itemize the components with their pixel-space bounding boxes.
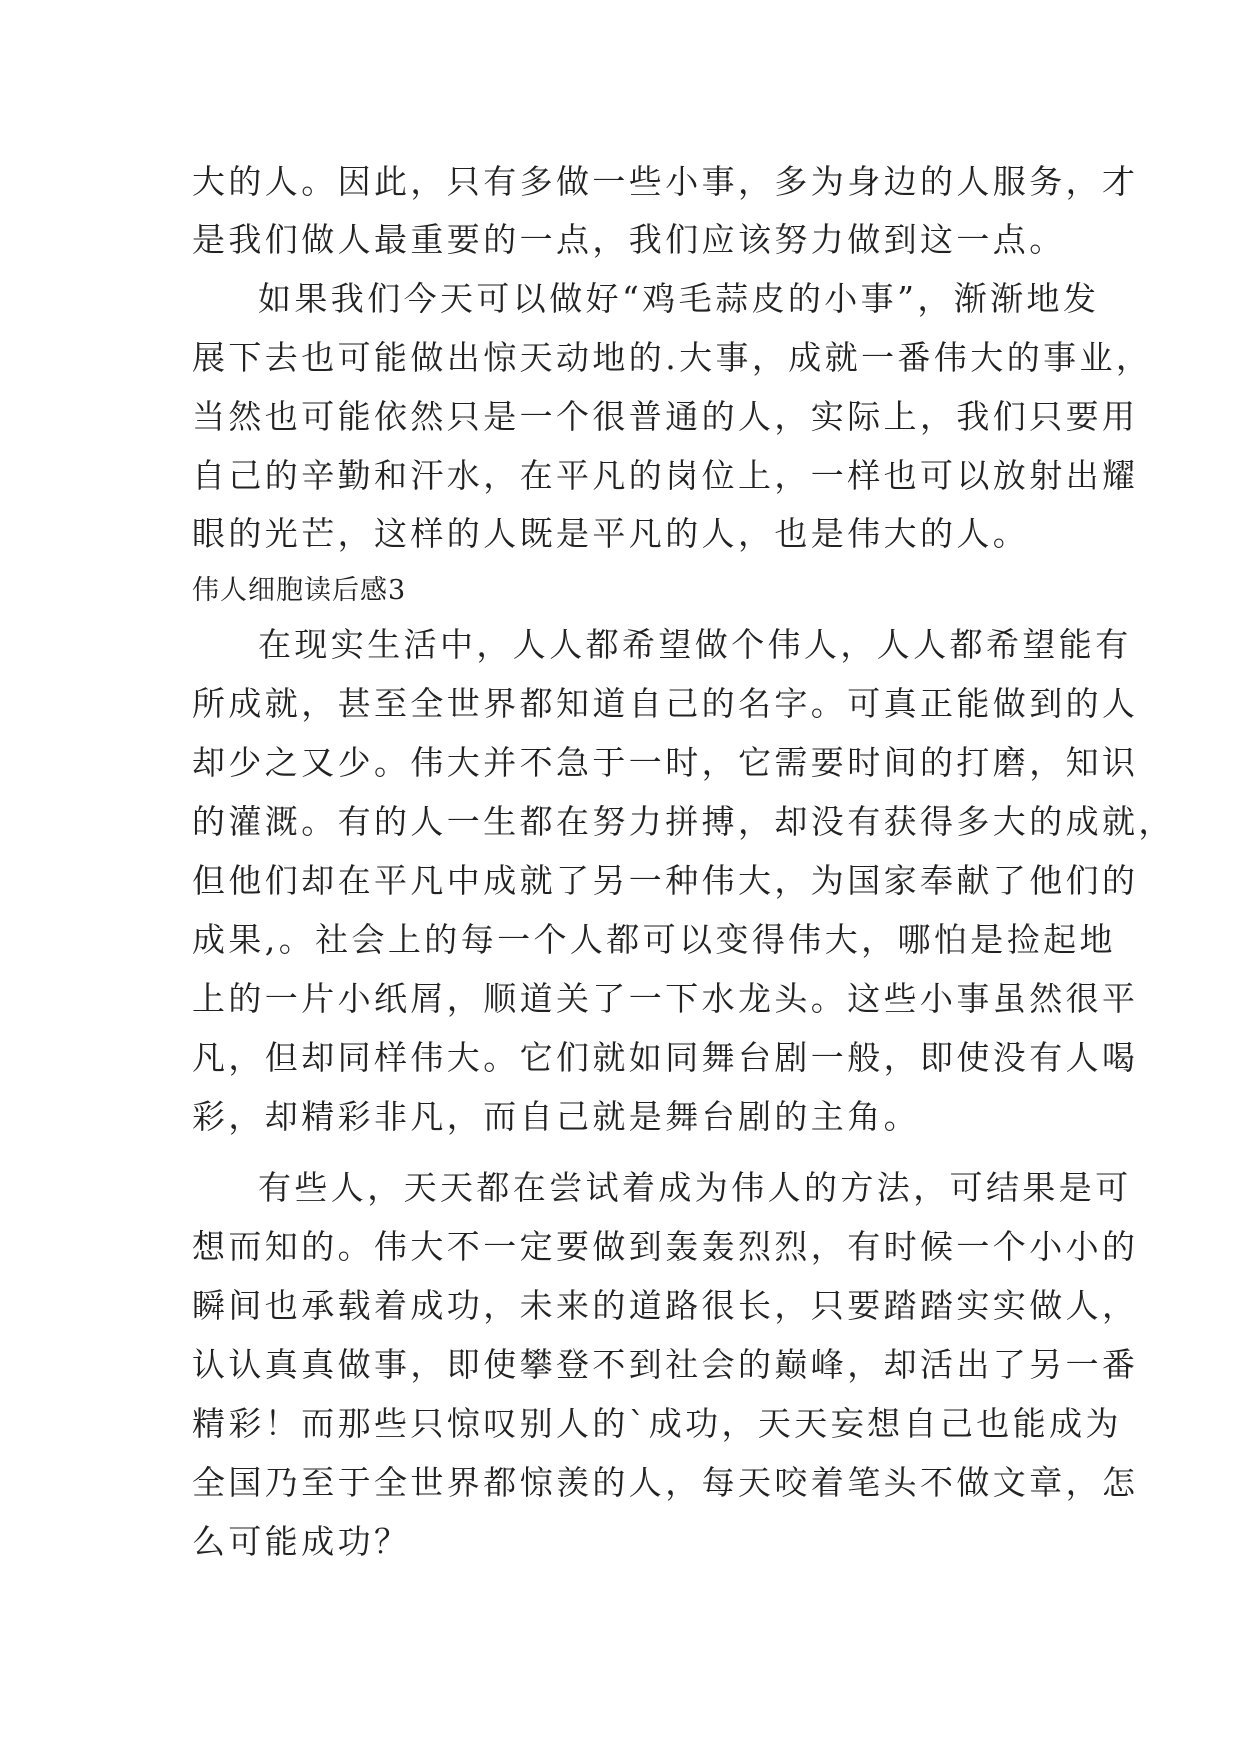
paragraph-2-line-3: 当然也可能依然只是一个很普通的人，实际上，我们只要用 bbox=[192, 397, 1139, 436]
paragraph-3-line-7: 上的一片小纸屑，顺道关了一下水龙头。这些小事虽然很平 bbox=[192, 979, 1139, 1018]
paragraph-4-line-4: 认认真真做事，即使攀登不到社会的巅峰，却活出了另一番 bbox=[192, 1345, 1139, 1384]
paragraph-3-line-2: 所成就，甚至全世界都知道自己的名字。可真正能做到的人 bbox=[192, 684, 1139, 723]
paragraph-3-line-4: 的灌溉。有的人一生都在努力拼搏，却没有获得多大的成就， bbox=[192, 802, 1175, 841]
paragraph-4-line-7: 么可能成功？ bbox=[192, 1522, 411, 1561]
paragraph-2-line-2: 展下去也可能做出惊天动地的.大事，成就一番伟大的事业， bbox=[192, 338, 1153, 377]
paragraph-3-line-8: 凡，但却同样伟大。它们就如同舞台剧一般，即使没有人喝 bbox=[192, 1038, 1139, 1077]
paragraph-2-line-5: 眼的光芒，这样的人既是平凡的人，也是伟大的人。 bbox=[192, 514, 1030, 553]
paragraph-4-line-6: 全国乃至于全世界都惊羡的人，每天咬着笔头不做文章，怎 bbox=[192, 1463, 1139, 1502]
paragraph-3-line-9: 彩，却精彩非凡，而自己就是舞台剧的主角。 bbox=[192, 1097, 920, 1136]
paragraph-3-line-5: 但他们却在平凡中成就了另一种伟大，为国家奉献了他们的 bbox=[192, 861, 1139, 900]
paragraph-4-line-3: 瞬间也承载着成功，未来的道路很长，只要踏踏实实做人， bbox=[192, 1286, 1139, 1325]
paragraph-2-line-4: 自己的辛勤和汗水，在平凡的岗位上，一样也可以放射出耀 bbox=[192, 456, 1139, 495]
paragraph-1-line-2: 是我们做人最重要的一点，我们应该努力做到这一点。 bbox=[192, 220, 1066, 259]
paragraph-3-line-6: 成果,。社会上的每一个人都可以变得伟大，哪怕是捡起地 bbox=[192, 920, 1116, 959]
paragraph-3-line-3: 却少之又少。伟大并不急于一时，它需要时间的打磨，知识 bbox=[192, 743, 1139, 782]
section-heading: 伟人细胞读后感3 bbox=[192, 575, 407, 606]
paragraph-1-line-1: 大的人。因此，只有多做一些小事，多为身边的人服务，才 bbox=[192, 162, 1139, 201]
paragraph-4-line-2: 想而知的。伟大不一定要做到轰轰烈烈，有时候一个小小的 bbox=[192, 1227, 1139, 1266]
paragraph-3-line-1: 在现实生活中，人人都希望做个伟人，人人都希望能有 bbox=[258, 625, 1132, 664]
paragraph-4-line-5: 精彩！而那些只惊叹别人的`成功，天天妄想自己也能成为 bbox=[192, 1404, 1122, 1443]
paragraph-2-line-1: 如果我们今天可以做好“鸡毛蒜皮的小事”，渐渐地发 bbox=[258, 279, 1100, 318]
paragraph-4-line-1: 有些人，天天都在尝试着成为伟人的方法，可结果是可 bbox=[258, 1168, 1132, 1207]
